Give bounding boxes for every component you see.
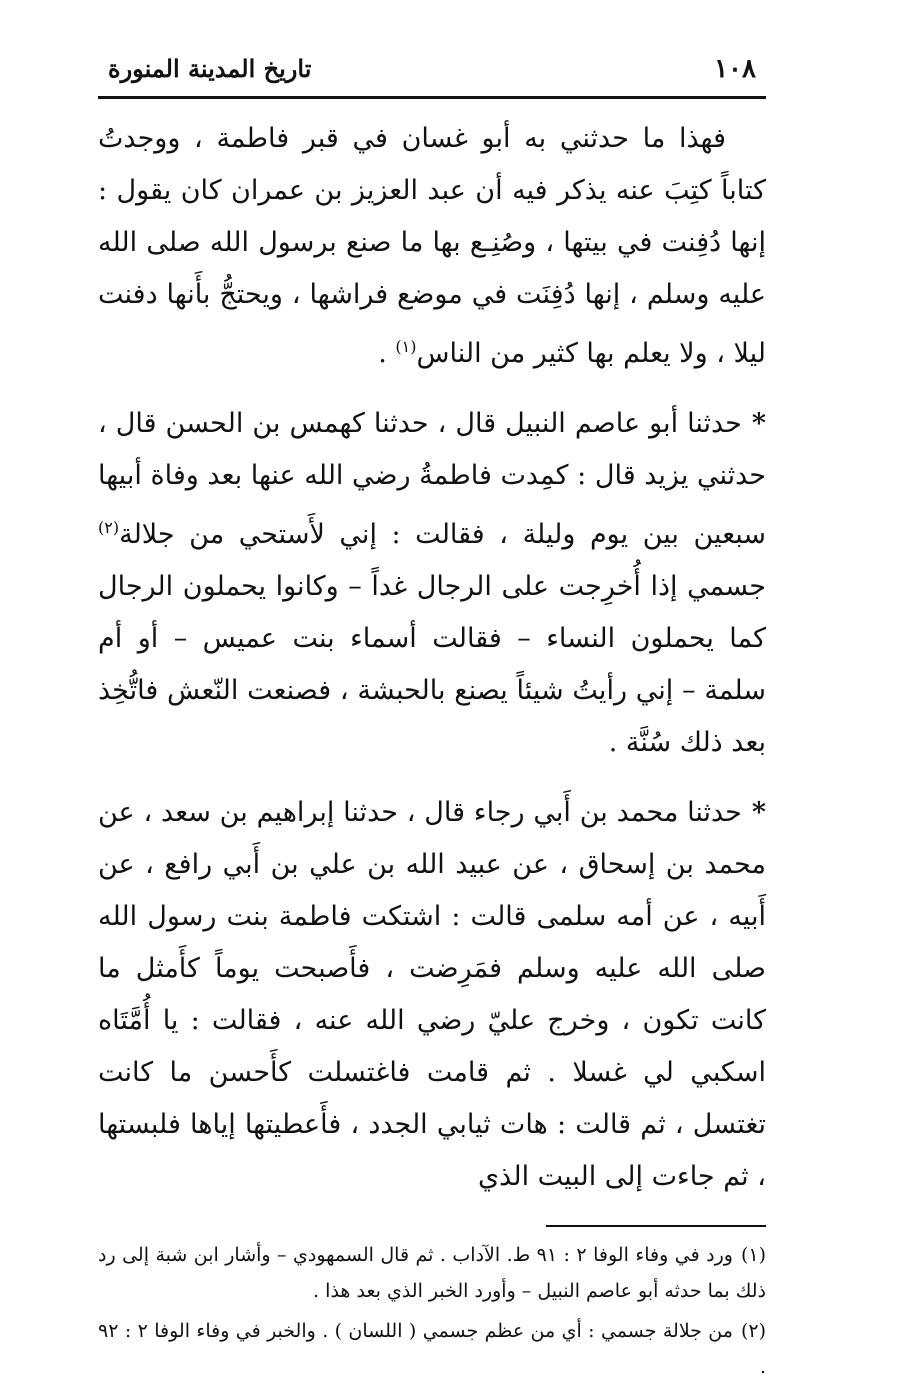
footnote-ref-2: (٢) [98,518,120,537]
paragraph-3-text: حدثنا محمد بن أَبي رجاء قال ، حدثنا إبراهيم بن سعد ، عن محمد بن إسحاق ، عن عبيد الله بن علي بن أَبي رافع ، عن أَبيه ، عن أمه سلمى قالت : اشتكت فاطمة بنت رسول الله صلى الله عليه وسلم فمَرِضت ، فأَصبحت يوماً كأَمثل ما كانت تكون ، وخرج عليّ رضي الله عنه ، فقالت : يا أُمَّتَاه اسكبي لي غسلا . ثم قامت فاغتسلت كأَحسن ما كانت تغتسل ، ثم قالت : هات ثيابي الجدد ، فأَعطيتها إياها فلبستها ، ثم جاءت إلى البيت الذي [98,797,766,1192]
footnote-1-number: (١) [740,1244,767,1266]
paragraph-3 [98,787,766,1203]
footnote-2-number: (٢) [740,1320,767,1342]
footnotes [98,1237,766,1385]
paragraph-2-text: حدثنا أبو عاصم النبيل قال ، حدثنا كهمس بن الحسن قال ، حدثني يزيد قال : كمِدت فاطمةُ رضي الله عنها بعد وفاة أبيها سبعين بين يوم وليلة ، فقالت : إني لأَستحي من جلالة [98,408,766,550]
paragraph-2-tail: جسمي إذا أُخرِجت على الرجال غداً – وكانوا يحملون الرجال كما يحملون النساء – فقالت أسماء بنت عميس – أو أم سلمة – إني رأيتُ شيئاً يصنع بالحبشة ، فصنعت النّعش فاتُّخِذ بعد ذلك سُنَّة . [98,571,767,758]
footnote-1 [98,1237,766,1309]
paragraph-1 [98,113,766,380]
footnote-2-text: من جلالة جسمي : أي من عظم جسمي ( اللسان ) . والخبر في وفاء الوفا ٢ : ٩٢ . [98,1320,766,1378]
paragraph-1-text: فهذا ما حدثني به أبو غسان في قبر فاطمة ، ووجدتُ كتاباً كتِبَ عنه يذكر فيه أن عبد العزيز بن عمران كان يقول : إنها دُفِنت في بيتها ، وصُنِـع بها ما صنع برسول الله صلى الله عليه وسلم ، إنها دُفِنَت في موضع فراشها ، ويحتجُّ بأَنها دفنت ليلا ، ولا يعلم بها كثير من الناس [98,123,766,369]
running-title: تاريخ المدينة المنورة [108,54,312,83]
footnote-ref-1: (١) [395,337,417,356]
page-header [98,54,766,99]
paragraph-2 [98,398,766,769]
footnote-2 [98,1313,766,1385]
footnote-1-text: ورد في وفاء الوفا ٢ : ٩١ ط. الآداب . ثم قال السمهودي – وأشار ابن شبة إلى رد ذلك بما حدثه أبو عاصم النبيل – وأورد الخبر الذي بعد هذا . [98,1244,766,1302]
paragraph-1-tail: . [378,338,396,369]
star-marker: * [751,408,766,439]
page-number: ١٠٨ [714,54,756,84]
footnote-separator [546,1225,766,1227]
star-marker: * [751,797,766,828]
main-text [98,113,766,1203]
